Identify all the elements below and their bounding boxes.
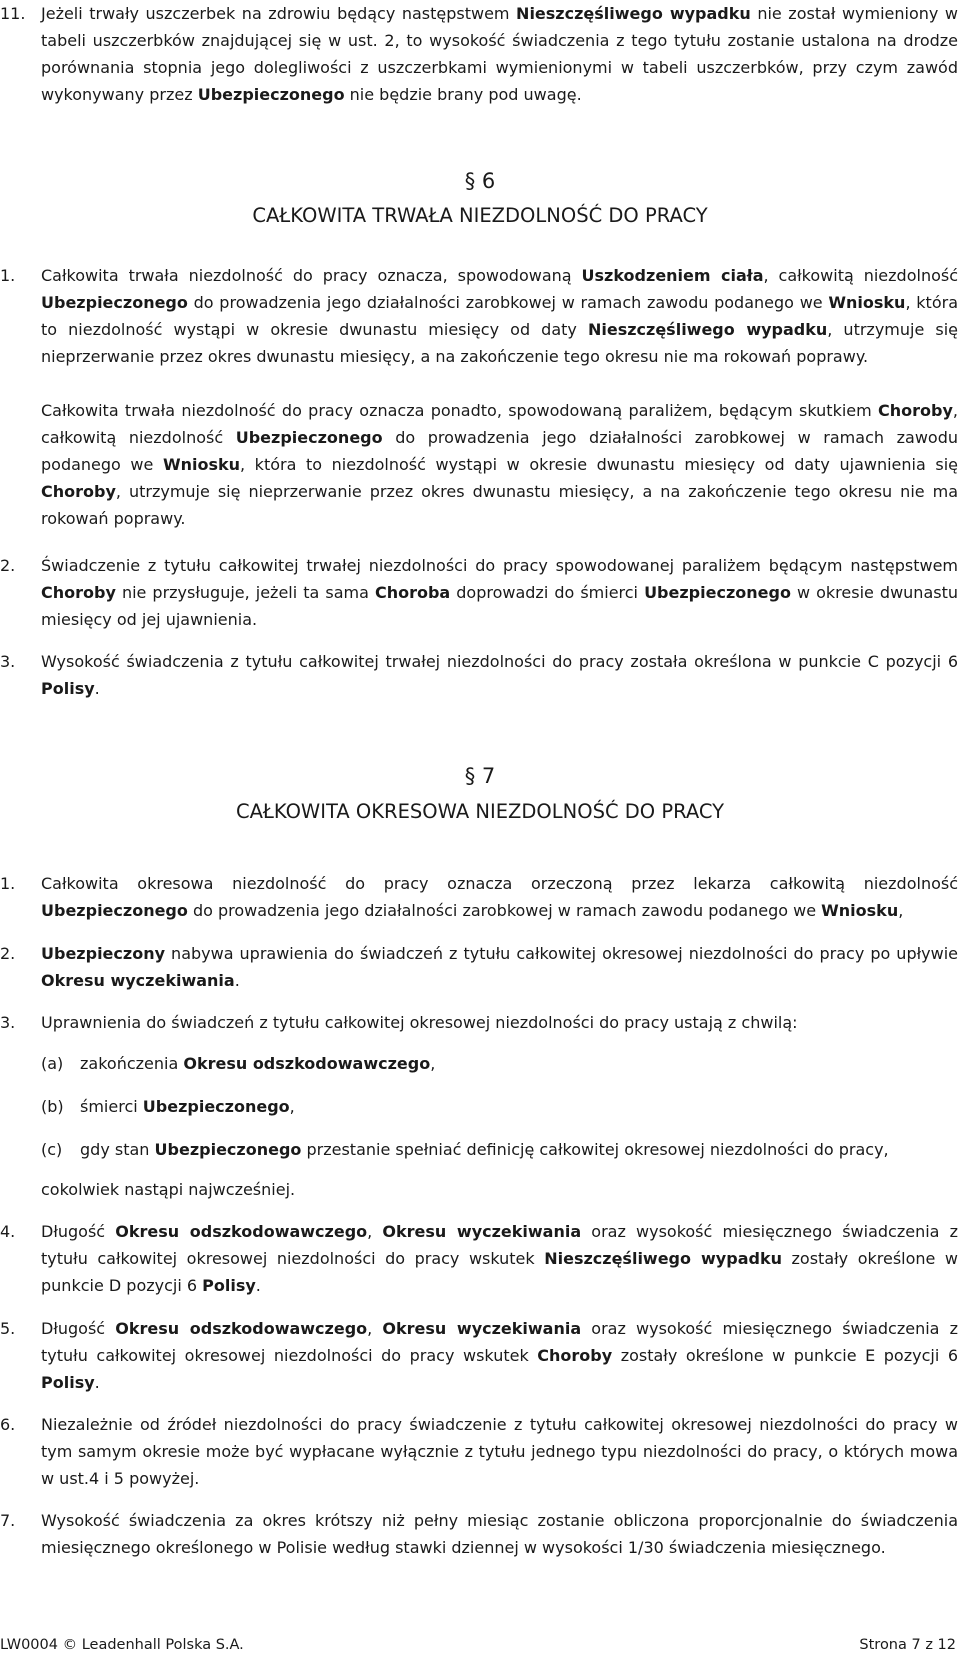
sub-item-label: (b) [41,1097,64,1116]
section-6-symbol: § 6 [464,169,496,193]
section-7-symbol: § 7 [464,764,496,788]
paragraph-item-11: Jeżeli trwały uszczerbek na zdrowiu będący następstwem Nieszczęśliwego wypadku nie został wymieniony w tabeli uszczerbków znajdującej się w ust. 2, to wysokość świadczenia z tego tytułu zostanie ustalona na drodze porównania stopnia jego dolegliwości z uszczerbkami wymienionymi w tabeli uszczerbków, przy czym zawód wykonywany przez Ubezpieczonego nie będzie brany pod uwagę. [41,4,959,104]
item-number: 7. [0,1511,16,1530]
paragraph-s7-2: Ubezpieczony nabywa uprawienia do świadczeń z tytułu całkowitej okresowej niezdolności do pracy po upływie Okresu wyczekiwania. [41,944,958,990]
item-number: 2. [0,944,16,963]
item-number: 1. [0,266,16,285]
paragraph-s6-3: Wysokość świadczenia z tytułu całkowitej trwałej niezdolności do pracy została określona w punkcie C pozycji 6 Polisy. [41,652,958,698]
item-number: 11. [0,4,26,23]
paragraph-s7-5: Długość Okresu odszkodowawczego, Okresu wyczekiwania oraz wysokość miesięcznego świadczenia z tytułu całkowitej okresowej niezdolności do pracy wskutek Choroby zostały określone w punkcie E pozycji 6 Polisy. [41,1319,959,1392]
item-number: 6. [0,1415,16,1434]
item-number: 1. [0,874,16,893]
section-7-title: CAŁKOWITA OKRESOWA NIEZDOLNOŚĆ DO PRACY [235,800,725,823]
sub-item-label: (a) [41,1054,64,1073]
paragraph-s6-2: Świadczenie z tytułu całkowitej trwałej niezdolności do pracy spowodowanej paraliżem będącym następstwem Choroby nie przysługuje, jeżeli ta sama Choroba doprowadzi do śmierci Ubezpieczonego w okresie dwunastu miesięcy od jej ujawnienia. [41,556,959,629]
paragraph-s7-3: Uprawnienia do świadczeń z tytułu całkowitej okresowej niezdolności do pracy ustają z chwilą: [41,1013,798,1032]
paragraph-s7-7: Wysokość świadczenia za okres krótszy niż pełny miesiąc zostanie obliczona proporcjonalnie do świadczenia miesięcznego określonego w Polisie według stawki dziennej w wysokości 1/30 świadczenia miesięcznego. [41,1511,958,1557]
footer-document-id: LW0004 © Leadenhall Polska S.A. [0,1637,244,1653]
sub-item-c: gdy stan Ubezpieczonego przestanie spełniać definicję całkowitej okresowej niezdolności do pracy, [80,1140,889,1159]
paragraph-s6-1: Całkowita trwała niezdolność do pracy oznacza, spowodowaną Uszkodzeniem ciała, całkowitą niezdolność Ubezpieczonego do prowadzenia jego działalności zarobkowej w ramach zawodu podanego we Wniosku, która to niezdolność wystąpi w okresie dwunastu miesięcy od daty Nieszczęśliwego wypadku, utrzymuje się nieprzerwanie przez okres dwunastu miesięcy, a na zakończenie tego okresu nie ma rokowań poprawy. [41,266,959,366]
item-number: 3. [0,1013,16,1032]
sub-item-label: (c) [41,1140,63,1159]
item-number: 2. [0,556,16,575]
item-number: 4. [0,1222,16,1241]
item-number: 5. [0,1319,16,1338]
paragraph-s7-6: Niezależnie od źródeł niezdolności do pracy świadczenie z tytułu całkowitej okresowej niezdolności do pracy w tym samym okresie może być wypłacane wyłącznie z tytułu jednego typu niezdolności do pracy, o których mowa w ust.4 i 5 powyżej. [41,1415,958,1488]
sub-item-a: zakończenia Okresu odszkodowawczego, [80,1054,436,1073]
paragraph-s6-1-continued: Całkowita trwała niezdolność do pracy oznacza ponadto, spowodowaną paraliżem, będącym skutkiem Choroby, całkowitą niezdolność Ubezpieczonego do prowadzenia jego działalności zarobkowej w ramach zawodu podanego we Wniosku, która to niezdolność wystąpi w okresie dwunastu miesięcy od daty ujawnienia się Choroby, utrzymuje się nieprzerwanie przez okres dwunastu miesięcy, a na zakończenie tego okresu nie ma rokowań poprawy. [41,401,958,528]
paragraph-s7-4: Długość Okresu odszkodowawczego, Okresu wyczekiwania oraz wysokość miesięcznego świadczenia z tytułu całkowitej okresowej niezdolności do pracy wskutek Nieszczęśliwego wypadku zostały określone w punkcie D pozycji 6 Polisy. [41,1222,959,1295]
section-6-title: CAŁKOWITA TRWAŁA NIEZDOLNOŚĆ DO PRACY [252,204,708,227]
item-number: 3. [0,652,16,671]
footer-page-number: Strona 7 z 12 [859,1637,956,1653]
paragraph-s7-1: Całkowita okresowa niezdolność do pracy oznacza orzeczoną przez lekarza całkowitą niezdolność Ubezpieczonego do prowadzenia jego działalności zarobkowej w ramach zawodu podanego we Wniosku, [41,874,958,920]
paragraph-s7-3-closing: cokolwiek nastąpi najwcześniej. [41,1180,296,1199]
sub-item-b: śmierci Ubezpieczonego, [80,1097,295,1116]
